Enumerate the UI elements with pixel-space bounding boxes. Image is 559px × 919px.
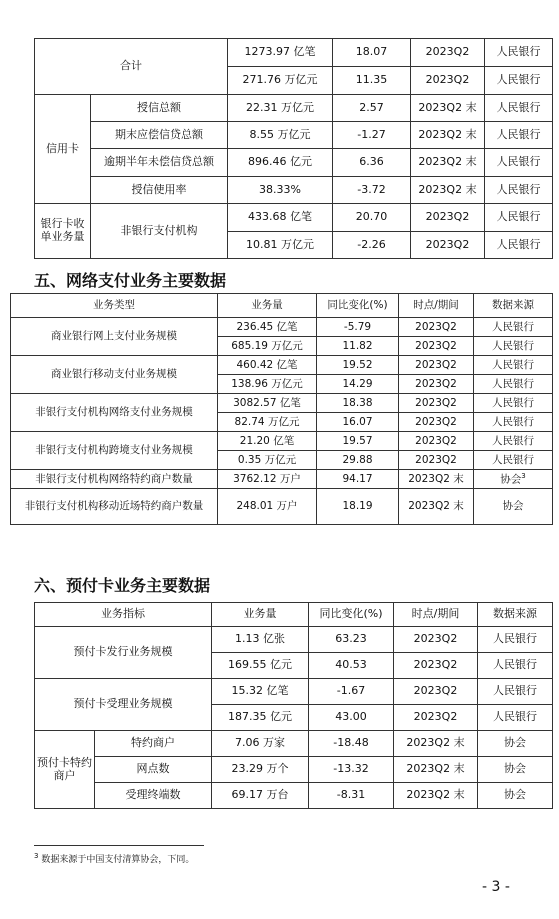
source-cell: 人民银行 (474, 356, 553, 375)
bank-card-table-continued (34, 38, 553, 259)
yoy-cell: -2.26 (333, 232, 411, 259)
source-cell: 协会 (474, 489, 553, 525)
yoy-cell: 18.19 (317, 489, 399, 525)
page-number: - 3 - (482, 879, 510, 895)
group-label: 信用卡 (35, 95, 91, 204)
value-cell: 15.32 亿笔 (212, 679, 309, 705)
source-text: 协会 (500, 473, 522, 486)
yoy-cell: 16.07 (317, 413, 399, 432)
source-cell: 人民银行 (485, 39, 553, 67)
value-cell: 0.35 万亿元 (218, 451, 317, 470)
source-cell: 人民银行 (478, 705, 553, 731)
source-cell: 人民银行 (474, 432, 553, 451)
period-cell: 2023Q2 末 (411, 149, 485, 177)
yoy-cell: 2.57 (333, 95, 411, 122)
table-row (35, 679, 553, 705)
value-cell: 169.55 亿元 (212, 653, 309, 679)
period-cell: 2023Q2 (399, 318, 474, 337)
yoy-cell: -5.79 (317, 318, 399, 337)
network-payment-table (10, 293, 553, 525)
value-cell: 896.46 亿元 (228, 149, 333, 177)
row-label: 逾期半年未偿信贷总额 (91, 149, 228, 177)
footnote-number: 3 (34, 852, 39, 860)
group-label: 银行卡收单业务量 (35, 204, 91, 259)
row-label: 网点数 (95, 757, 212, 783)
yoy-cell: -1.27 (333, 122, 411, 149)
period-cell: 2023Q2 末 (394, 757, 478, 783)
period-cell: 2023Q2 (394, 627, 478, 653)
row-label: 期末应偿信贷总额 (91, 122, 228, 149)
period-cell: 2023Q2 (399, 394, 474, 413)
period-cell: 2023Q2 (399, 451, 474, 470)
column-header: 时点/期间 (399, 294, 474, 318)
yoy-cell: -1.67 (309, 679, 394, 705)
footnote (34, 852, 194, 865)
table-row (11, 318, 553, 337)
yoy-cell: 18.38 (317, 394, 399, 413)
table-row (35, 783, 553, 809)
source-cell: 人民银行 (485, 204, 553, 232)
value-cell: 7.06 万家 (212, 731, 309, 757)
yoy-cell: 11.82 (317, 337, 399, 356)
column-header: 业务指标 (35, 603, 212, 627)
table-row (35, 177, 553, 204)
period-cell: 2023Q2 (411, 204, 485, 232)
yoy-cell: -8.31 (309, 783, 394, 809)
source-cell: 人民银行 (474, 337, 553, 356)
value-cell: 460.42 亿笔 (218, 356, 317, 375)
period-cell: 2023Q2 (399, 337, 474, 356)
yoy-cell: -3.72 (333, 177, 411, 204)
source-cell: 人民银行 (474, 413, 553, 432)
source-cell: 人民银行 (485, 232, 553, 259)
row-label: 非银行支付机构跨境支付业务规模 (11, 432, 218, 470)
period-cell: 2023Q2 (394, 679, 478, 705)
source-cell: 人民银行 (474, 394, 553, 413)
value-cell: 248.01 万户 (218, 489, 317, 525)
table-row (35, 122, 553, 149)
period-cell: 2023Q2 末 (411, 95, 485, 122)
value-cell: 236.45 亿笔 (218, 318, 317, 337)
period-cell: 2023Q2 (411, 232, 485, 259)
row-label: 非银行支付机构 (91, 204, 228, 259)
source-cell: 人民银行 (474, 318, 553, 337)
row-label: 预付卡发行业务规模 (35, 627, 212, 679)
source-cell: 人民银行 (478, 679, 553, 705)
yoy-cell: 20.70 (333, 204, 411, 232)
row-label: 预付卡受理业务规模 (35, 679, 212, 731)
row-label: 合计 (35, 39, 228, 95)
yoy-cell: -13.32 (309, 757, 394, 783)
value-cell: 1.13 亿张 (212, 627, 309, 653)
footnote-marker: 3 (521, 472, 526, 481)
source-cell: 协会 (478, 783, 553, 809)
row-label: 特约商户 (95, 731, 212, 757)
value-cell: 3082.57 亿笔 (218, 394, 317, 413)
source-cell: 人民银行 (474, 451, 553, 470)
source-cell: 人民银行 (485, 122, 553, 149)
yoy-cell: 19.52 (317, 356, 399, 375)
yoy-cell: 11.35 (333, 67, 411, 95)
value-cell: 23.29 万个 (212, 757, 309, 783)
section5-title: 五、网络支付业务主要数据 (34, 271, 227, 290)
value-cell: 1273.97 亿笔 (228, 39, 333, 67)
yoy-cell: 6.36 (333, 149, 411, 177)
value-cell: 69.17 万台 (212, 783, 309, 809)
value-cell: 3762.12 万户 (218, 470, 317, 489)
column-header: 数据来源 (474, 294, 553, 318)
table-row (11, 356, 553, 375)
source-cell: 协会 (478, 731, 553, 757)
column-header: 同比变化(%) (309, 603, 394, 627)
period-cell: 2023Q2 末 (399, 489, 474, 525)
row-label: 授信总额 (91, 95, 228, 122)
table-header-row (35, 603, 553, 627)
source-cell: 人民银行 (485, 177, 553, 204)
value-cell: 433.68 亿笔 (228, 204, 333, 232)
column-header: 同比变化(%) (317, 294, 399, 318)
table-row (11, 432, 553, 451)
yoy-cell: 29.88 (317, 451, 399, 470)
column-header: 业务量 (212, 603, 309, 627)
period-cell: 2023Q2 (394, 653, 478, 679)
value-cell: 271.76 万亿元 (228, 67, 333, 95)
table-row (35, 204, 553, 232)
yoy-cell: -18.48 (309, 731, 394, 757)
row-label: 非银行支付机构网络支付业务规模 (11, 394, 218, 432)
value-cell: 138.96 万亿元 (218, 375, 317, 394)
group-label: 预付卡特约商户 (35, 731, 95, 809)
table-row (35, 95, 553, 122)
value-cell: 685.19 万亿元 (218, 337, 317, 356)
value-cell: 8.55 万亿元 (228, 122, 333, 149)
row-label: 非银行支付机构网络特约商户数量 (11, 470, 218, 489)
table-row (35, 731, 553, 757)
period-cell: 2023Q2 (399, 375, 474, 394)
period-cell: 2023Q2 末 (411, 122, 485, 149)
source-cell: 人民银行 (478, 653, 553, 679)
yoy-cell: 14.29 (317, 375, 399, 394)
row-label: 受理终端数 (95, 783, 212, 809)
value-cell: 82.74 万亿元 (218, 413, 317, 432)
footnote-text: 数据来源于中国支付清算协会，下同。 (41, 855, 195, 865)
source-cell (474, 470, 553, 489)
source-cell: 人民银行 (474, 375, 553, 394)
source-cell: 协会 (478, 757, 553, 783)
value-cell: 187.35 亿元 (212, 705, 309, 731)
footnote-divider (34, 845, 204, 846)
table-row (35, 757, 553, 783)
period-cell: 2023Q2 末 (394, 783, 478, 809)
column-header: 业务量 (218, 294, 317, 318)
period-cell: 2023Q2 末 (411, 177, 485, 204)
value-cell: 22.31 万亿元 (228, 95, 333, 122)
value-cell: 38.33% (228, 177, 333, 204)
source-cell: 人民银行 (485, 149, 553, 177)
column-header: 数据来源 (478, 603, 553, 627)
yoy-cell: 19.57 (317, 432, 399, 451)
table-row (35, 39, 553, 67)
table-row (35, 149, 553, 177)
value-cell: 21.20 亿笔 (218, 432, 317, 451)
table-row (35, 627, 553, 653)
value-cell: 10.81 万亿元 (228, 232, 333, 259)
period-cell: 2023Q2 (399, 413, 474, 432)
yoy-cell: 18.07 (333, 39, 411, 67)
period-cell: 2023Q2 (399, 356, 474, 375)
table-header-row (11, 294, 553, 318)
row-label: 商业银行移动支付业务规模 (11, 356, 218, 394)
period-cell: 2023Q2 末 (394, 731, 478, 757)
period-cell: 2023Q2 (411, 39, 485, 67)
table-row (11, 489, 553, 525)
row-label: 非银行支付机构移动近场特约商户数量 (11, 489, 218, 525)
period-cell: 2023Q2 (399, 432, 474, 451)
source-cell: 人民银行 (485, 67, 553, 95)
yoy-cell: 63.23 (309, 627, 394, 653)
column-header: 时点/期间 (394, 603, 478, 627)
source-cell: 人民银行 (485, 95, 553, 122)
row-label: 商业银行网上支付业务规模 (11, 318, 218, 356)
prepaid-card-table (34, 602, 553, 809)
section6-title: 六、预付卡业务主要数据 (34, 576, 211, 595)
yoy-cell: 94.17 (317, 470, 399, 489)
row-label: 授信使用率 (91, 177, 228, 204)
period-cell: 2023Q2 (394, 705, 478, 731)
yoy-cell: 43.00 (309, 705, 394, 731)
column-header: 业务类型 (11, 294, 218, 318)
yoy-cell: 40.53 (309, 653, 394, 679)
table-row (11, 394, 553, 413)
table-row (11, 470, 553, 489)
source-cell: 人民银行 (478, 627, 553, 653)
period-cell: 2023Q2 末 (399, 470, 474, 489)
period-cell: 2023Q2 (411, 67, 485, 95)
